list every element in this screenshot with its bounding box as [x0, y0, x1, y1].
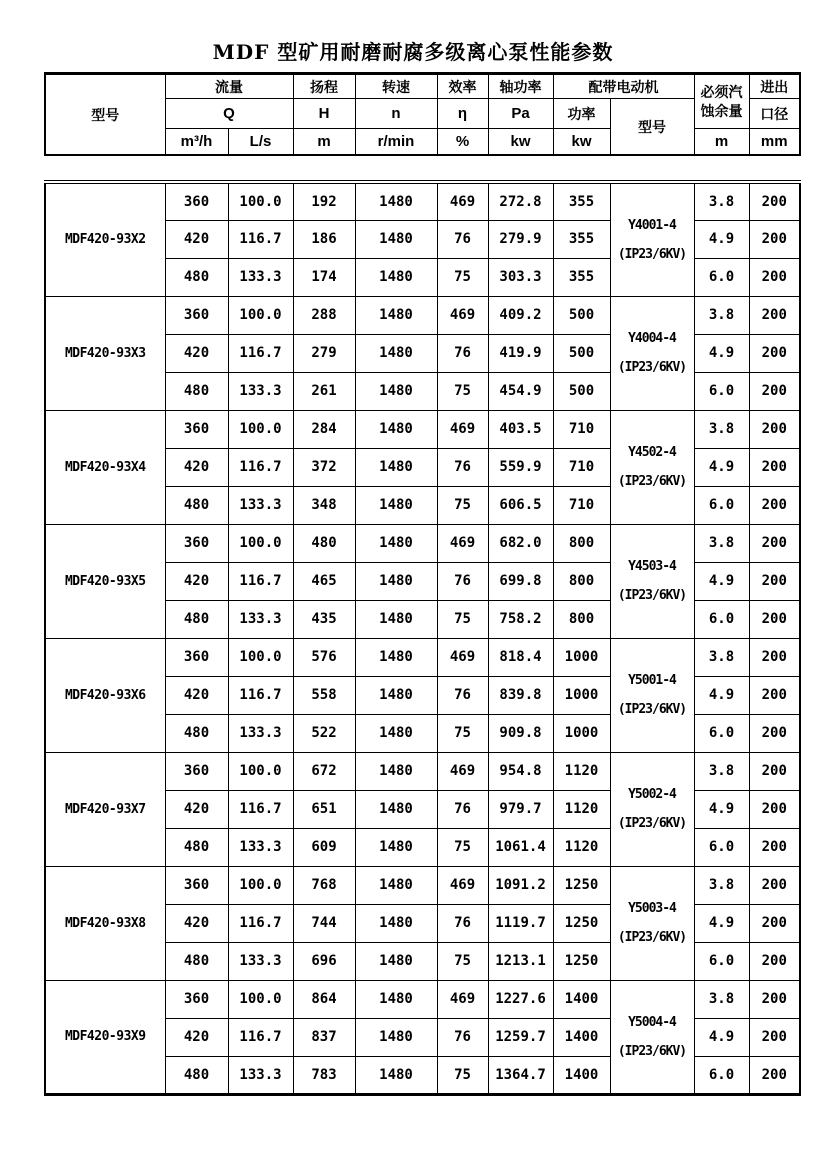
cell-pa: 1213.1 — [488, 942, 553, 980]
cell-npsh: 4.9 — [694, 334, 749, 372]
cell-pa: 419.9 — [488, 334, 553, 372]
cell-npsh: 3.8 — [694, 410, 749, 448]
cell-q-ls: 133.3 — [228, 600, 293, 638]
cell-power: 1000 — [553, 638, 610, 676]
cell-power: 710 — [553, 448, 610, 486]
cell-q-m3h: 480 — [165, 258, 228, 296]
header-npsh-line2: 蚀余量 — [700, 102, 743, 119]
cell-dn: 200 — [749, 1018, 800, 1056]
cell-q-ls: 133.3 — [228, 942, 293, 980]
cell-pa: 1259.7 — [488, 1018, 553, 1056]
cell-npsh: 6.0 — [694, 942, 749, 980]
cell-npsh: 4.9 — [694, 1018, 749, 1056]
cell-power: 1400 — [553, 980, 610, 1018]
motor-model-text: Y5004-4 — [628, 1014, 676, 1030]
cell-dn: 200 — [749, 486, 800, 524]
cell-q-ls: 133.3 — [228, 828, 293, 866]
cell-eta: 76 — [437, 220, 488, 258]
cell-pa: 1227.6 — [488, 980, 553, 1018]
cell-pa: 409.2 — [488, 296, 553, 334]
data-row — [45, 866, 800, 904]
cell-power: 1400 — [553, 1018, 610, 1056]
cell-n: 1480 — [355, 1018, 437, 1056]
cell-pump-model: MDF420-93X8 — [45, 866, 165, 980]
cell-q-m3h: 420 — [165, 334, 228, 372]
cell-pa: 303.3 — [488, 258, 553, 296]
motor-spec-text: (IP23/6KV) — [617, 816, 687, 831]
cell-motor-model — [610, 638, 694, 752]
cell-power: 710 — [553, 410, 610, 448]
cell-dn: 200 — [749, 980, 800, 1018]
cell-pump-model: MDF420-93X9 — [45, 980, 165, 1094]
header-unit-rmin: r/min — [355, 129, 437, 156]
cell-n: 1480 — [355, 1056, 437, 1094]
header-npsh-line1: 必须汽 — [700, 83, 743, 100]
data-row — [45, 524, 800, 562]
cell-pump-model: MDF420-93X7 — [45, 752, 165, 866]
cell-pa: 682.0 — [488, 524, 553, 562]
header-unit-mm: mm — [749, 129, 800, 156]
cell-n: 1480 — [355, 676, 437, 714]
cell-q-ls: 100.0 — [228, 296, 293, 334]
cell-dn: 200 — [749, 790, 800, 828]
cell-dn: 200 — [749, 714, 800, 752]
cell-dn: 200 — [749, 942, 800, 980]
cell-pa: 839.8 — [488, 676, 553, 714]
cell-n: 1480 — [355, 600, 437, 638]
cell-n: 1480 — [355, 296, 437, 334]
cell-eta: 76 — [437, 334, 488, 372]
cell-q-ls: 100.0 — [228, 638, 293, 676]
cell-eta: 469 — [437, 866, 488, 904]
cell-dn: 200 — [749, 562, 800, 600]
cell-eta: 469 — [437, 410, 488, 448]
cell-dn: 200 — [749, 1056, 800, 1094]
cell-q-ls: 116.7 — [228, 562, 293, 600]
cell-q-ls: 133.3 — [228, 714, 293, 752]
cell-pump-model: MDF420-93X3 — [45, 296, 165, 410]
cell-dn: 200 — [749, 752, 800, 790]
cell-n: 1480 — [355, 486, 437, 524]
cell-motor-model — [610, 752, 694, 866]
cell-pa: 909.8 — [488, 714, 553, 752]
cell-h: 651 — [293, 790, 355, 828]
cell-power: 800 — [553, 524, 610, 562]
cell-eta: 75 — [437, 258, 488, 296]
cell-h: 261 — [293, 372, 355, 410]
cell-dn: 200 — [749, 676, 800, 714]
header-inlet-outlet-top: 进出 — [749, 74, 800, 99]
cell-h: 522 — [293, 714, 355, 752]
header-unit-kw-pa: kw — [488, 129, 553, 156]
cell-h: 783 — [293, 1056, 355, 1094]
cell-power: 355 — [553, 220, 610, 258]
data-row — [45, 182, 800, 220]
cell-eta: 469 — [437, 296, 488, 334]
cell-power: 1000 — [553, 676, 610, 714]
cell-h: 284 — [293, 410, 355, 448]
cell-eta: 76 — [437, 448, 488, 486]
cell-dn: 200 — [749, 372, 800, 410]
cell-npsh: 4.9 — [694, 904, 749, 942]
cell-n: 1480 — [355, 904, 437, 942]
cell-dn: 200 — [749, 866, 800, 904]
cell-h: 186 — [293, 220, 355, 258]
cell-npsh: 6.0 — [694, 1056, 749, 1094]
cell-q-m3h: 360 — [165, 866, 228, 904]
cell-q-ls: 133.3 — [228, 486, 293, 524]
cell-h: 609 — [293, 828, 355, 866]
cell-pa: 279.9 — [488, 220, 553, 258]
motor-model-text: Y5001-4 — [628, 673, 676, 688]
cell-power: 355 — [553, 258, 610, 296]
cell-eta: 75 — [437, 714, 488, 752]
cell-h: 672 — [293, 752, 355, 790]
cell-n: 1480 — [355, 752, 437, 790]
cell-q-ls: 100.0 — [228, 752, 293, 790]
cell-eta: 469 — [437, 638, 488, 676]
cell-eta: 75 — [437, 486, 488, 524]
cell-dn: 200 — [749, 220, 800, 258]
cell-eta: 469 — [437, 752, 488, 790]
cell-q-m3h: 360 — [165, 182, 228, 220]
cell-n: 1480 — [355, 410, 437, 448]
cell-pa: 1091.2 — [488, 866, 553, 904]
header-speed: 转速 — [355, 74, 437, 99]
cell-n: 1480 — [355, 980, 437, 1018]
cell-n: 1480 — [355, 524, 437, 562]
cell-h: 576 — [293, 638, 355, 676]
cell-motor-model — [610, 980, 694, 1094]
motor-model-text: Y5003-4 — [628, 901, 676, 916]
cell-q-m3h: 480 — [165, 942, 228, 980]
cell-pa: 758.2 — [488, 600, 553, 638]
cell-q-ls: 116.7 — [228, 334, 293, 372]
cell-power: 1120 — [553, 828, 610, 866]
cell-q-ls: 133.3 — [228, 258, 293, 296]
cell-motor-model — [610, 296, 694, 410]
cell-npsh: 3.8 — [694, 524, 749, 562]
cell-eta: 75 — [437, 1056, 488, 1094]
header-inlet-outlet-bottom: 口径 — [749, 99, 800, 129]
cell-q-m3h: 480 — [165, 486, 228, 524]
cell-q-ls: 116.7 — [228, 448, 293, 486]
cell-h: 192 — [293, 182, 355, 220]
cell-h: 744 — [293, 904, 355, 942]
cell-eta: 76 — [437, 790, 488, 828]
cell-eta: 76 — [437, 562, 488, 600]
cell-pa: 454.9 — [488, 372, 553, 410]
parameter-table-header — [44, 72, 801, 156]
parameter-table-data — [44, 180, 801, 1096]
cell-n: 1480 — [355, 562, 437, 600]
cell-pa: 1119.7 — [488, 904, 553, 942]
header-unit-m3h: m³/h — [165, 129, 228, 156]
cell-eta: 469 — [437, 980, 488, 1018]
cell-n: 1480 — [355, 942, 437, 980]
cell-q-m3h: 360 — [165, 638, 228, 676]
data-row — [45, 752, 800, 790]
cell-pa: 559.9 — [488, 448, 553, 486]
cell-eta: 75 — [437, 600, 488, 638]
cell-q-m3h: 480 — [165, 372, 228, 410]
header-q: Q — [165, 99, 293, 129]
cell-pump-model: MDF420-93X6 — [45, 638, 165, 752]
cell-h: 837 — [293, 1018, 355, 1056]
cell-pa: 1061.4 — [488, 828, 553, 866]
cell-n: 1480 — [355, 448, 437, 486]
cell-npsh: 3.8 — [694, 296, 749, 334]
cell-npsh: 4.9 — [694, 676, 749, 714]
motor-spec-text: (IP23/6KV) — [617, 1043, 687, 1059]
cell-h: 435 — [293, 600, 355, 638]
cell-npsh: 6.0 — [694, 600, 749, 638]
cell-dn: 200 — [749, 182, 800, 220]
header-power: 功率 — [553, 99, 610, 129]
cell-npsh: 6.0 — [694, 714, 749, 752]
cell-h: 864 — [293, 980, 355, 1018]
cell-q-m3h: 420 — [165, 790, 228, 828]
cell-q-ls: 116.7 — [228, 220, 293, 258]
motor-model-text: Y4503-4 — [628, 559, 676, 574]
cell-power: 1250 — [553, 904, 610, 942]
cell-motor-model — [610, 410, 694, 524]
cell-n: 1480 — [355, 220, 437, 258]
cell-q-m3h: 480 — [165, 600, 228, 638]
cell-q-m3h: 420 — [165, 676, 228, 714]
cell-n: 1480 — [355, 828, 437, 866]
cell-power: 800 — [553, 600, 610, 638]
header-unit-npsh-m: m — [694, 129, 749, 156]
cell-npsh: 6.0 — [694, 258, 749, 296]
cell-npsh: 6.0 — [694, 486, 749, 524]
cell-dn: 200 — [749, 334, 800, 372]
cell-q-m3h: 360 — [165, 752, 228, 790]
header-unit-kw-power: kw — [553, 129, 610, 156]
cell-eta: 76 — [437, 1018, 488, 1056]
cell-q-m3h: 420 — [165, 1018, 228, 1056]
header-eta: η — [437, 99, 488, 129]
cell-h: 696 — [293, 942, 355, 980]
motor-spec-text: (IP23/6KV) — [617, 930, 687, 945]
cell-n: 1480 — [355, 638, 437, 676]
cell-h: 174 — [293, 258, 355, 296]
cell-dn: 200 — [749, 638, 800, 676]
cell-q-ls: 116.7 — [228, 676, 293, 714]
cell-eta: 76 — [437, 904, 488, 942]
cell-q-ls: 100.0 — [228, 980, 293, 1018]
header-motor: 配带电动机 — [553, 74, 694, 99]
motor-model-text: Y5002-4 — [628, 787, 676, 802]
cell-dn: 200 — [749, 296, 800, 334]
cell-dn: 200 — [749, 828, 800, 866]
cell-pump-model: MDF420-93X4 — [45, 410, 165, 524]
cell-pump-model: MDF420-93X2 — [45, 182, 165, 296]
cell-npsh: 4.9 — [694, 562, 749, 600]
cell-npsh: 3.8 — [694, 866, 749, 904]
cell-npsh: 6.0 — [694, 372, 749, 410]
cell-h: 768 — [293, 866, 355, 904]
cell-npsh: 4.9 — [694, 220, 749, 258]
cell-h: 465 — [293, 562, 355, 600]
cell-npsh: 3.8 — [694, 980, 749, 1018]
header-shaft-power: 轴功率 — [488, 74, 553, 99]
motor-model-text: Y4001-4 — [628, 217, 676, 233]
cell-pa: 818.4 — [488, 638, 553, 676]
cell-q-m3h: 360 — [165, 296, 228, 334]
cell-dn: 200 — [749, 410, 800, 448]
cell-npsh: 4.9 — [694, 448, 749, 486]
data-row — [45, 410, 800, 448]
motor-spec-text: (IP23/6KV) — [617, 474, 687, 489]
cell-q-m3h: 420 — [165, 904, 228, 942]
cell-pa: 403.5 — [488, 410, 553, 448]
cell-dn: 200 — [749, 524, 800, 562]
cell-q-m3h: 420 — [165, 562, 228, 600]
cell-pa: 979.7 — [488, 790, 553, 828]
cell-dn: 200 — [749, 448, 800, 486]
cell-q-ls: 116.7 — [228, 790, 293, 828]
cell-pa: 1364.7 — [488, 1056, 553, 1094]
header-n: n — [355, 99, 437, 129]
cell-q-ls: 100.0 — [228, 866, 293, 904]
cell-dn: 200 — [749, 600, 800, 638]
motor-spec-text: (IP23/6KV) — [617, 360, 687, 375]
cell-q-ls: 133.3 — [228, 372, 293, 410]
cell-pa: 272.8 — [488, 182, 553, 220]
cell-h: 288 — [293, 296, 355, 334]
cell-q-m3h: 420 — [165, 220, 228, 258]
cell-power: 1120 — [553, 790, 610, 828]
cell-q-ls: 133.3 — [228, 1056, 293, 1094]
cell-eta: 469 — [437, 182, 488, 220]
cell-q-m3h: 360 — [165, 410, 228, 448]
cell-h: 348 — [293, 486, 355, 524]
cell-pa: 954.8 — [488, 752, 553, 790]
cell-eta: 75 — [437, 942, 488, 980]
cell-n: 1480 — [355, 372, 437, 410]
cell-motor-model — [610, 524, 694, 638]
cell-eta: 75 — [437, 372, 488, 410]
cell-eta: 75 — [437, 828, 488, 866]
cell-q-ls: 100.0 — [228, 524, 293, 562]
cell-pa: 699.8 — [488, 562, 553, 600]
header-head: 扬程 — [293, 74, 355, 99]
cell-npsh: 4.9 — [694, 790, 749, 828]
cell-h: 279 — [293, 334, 355, 372]
cell-n: 1480 — [355, 334, 437, 372]
cell-q-m3h: 360 — [165, 980, 228, 1018]
cell-npsh: 3.8 — [694, 182, 749, 220]
cell-npsh: 3.8 — [694, 638, 749, 676]
header-h: H — [293, 99, 355, 129]
cell-n: 1480 — [355, 790, 437, 828]
cell-q-ls: 100.0 — [228, 410, 293, 448]
cell-q-m3h: 480 — [165, 714, 228, 752]
cell-power: 800 — [553, 562, 610, 600]
cell-power: 710 — [553, 486, 610, 524]
motor-spec-text: (IP23/6KV) — [617, 702, 687, 717]
cell-q-m3h: 420 — [165, 448, 228, 486]
cell-n: 1480 — [355, 866, 437, 904]
header-motor-model: 型号 — [610, 99, 694, 156]
cell-power: 1250 — [553, 866, 610, 904]
header-model: 型号 — [45, 74, 165, 156]
cell-npsh: 3.8 — [694, 752, 749, 790]
cell-h: 558 — [293, 676, 355, 714]
data-row — [45, 980, 800, 1018]
cell-q-m3h: 480 — [165, 1056, 228, 1094]
header-efficiency: 效率 — [437, 74, 488, 99]
header-unit-percent: % — [437, 129, 488, 156]
cell-power: 1000 — [553, 714, 610, 752]
data-row — [45, 296, 800, 334]
cell-power: 1400 — [553, 1056, 610, 1094]
motor-spec-text: (IP23/6KV) — [617, 588, 687, 603]
cell-eta: 76 — [437, 676, 488, 714]
header-npsh — [694, 74, 749, 129]
header-flow: 流量 — [165, 74, 293, 99]
cell-q-m3h: 480 — [165, 828, 228, 866]
cell-q-ls: 100.0 — [228, 182, 293, 220]
cell-eta: 469 — [437, 524, 488, 562]
cell-h: 372 — [293, 448, 355, 486]
cell-pa: 606.5 — [488, 486, 553, 524]
data-table-body — [45, 182, 800, 1094]
cell-motor-model — [610, 866, 694, 980]
cell-power: 1120 — [553, 752, 610, 790]
cell-dn: 200 — [749, 904, 800, 942]
cell-q-ls: 116.7 — [228, 904, 293, 942]
cell-motor-model — [610, 182, 694, 296]
cell-power: 1250 — [553, 942, 610, 980]
cell-q-ls: 116.7 — [228, 1018, 293, 1056]
motor-spec-text: (IP23/6KV) — [617, 246, 687, 262]
cell-power: 500 — [553, 372, 610, 410]
cell-npsh: 6.0 — [694, 828, 749, 866]
data-row — [45, 638, 800, 676]
motor-model-text: Y4004-4 — [628, 331, 676, 346]
cell-power: 500 — [553, 296, 610, 334]
cell-power: 500 — [553, 334, 610, 372]
cell-n: 1480 — [355, 714, 437, 752]
cell-q-m3h: 360 — [165, 524, 228, 562]
cell-n: 1480 — [355, 258, 437, 296]
cell-power: 355 — [553, 182, 610, 220]
page-title: MDF 型矿用耐磨耐腐多级离心泵性能参数 — [212, 40, 614, 64]
cell-n: 1480 — [355, 182, 437, 220]
cell-pump-model: MDF420-93X5 — [45, 524, 165, 638]
motor-model-text: Y4502-4 — [628, 445, 676, 460]
header-unit-m: m — [293, 129, 355, 156]
header-pa: Pa — [488, 99, 553, 129]
header-unit-ls: L/s — [228, 129, 293, 156]
cell-h: 480 — [293, 524, 355, 562]
cell-dn: 200 — [749, 258, 800, 296]
